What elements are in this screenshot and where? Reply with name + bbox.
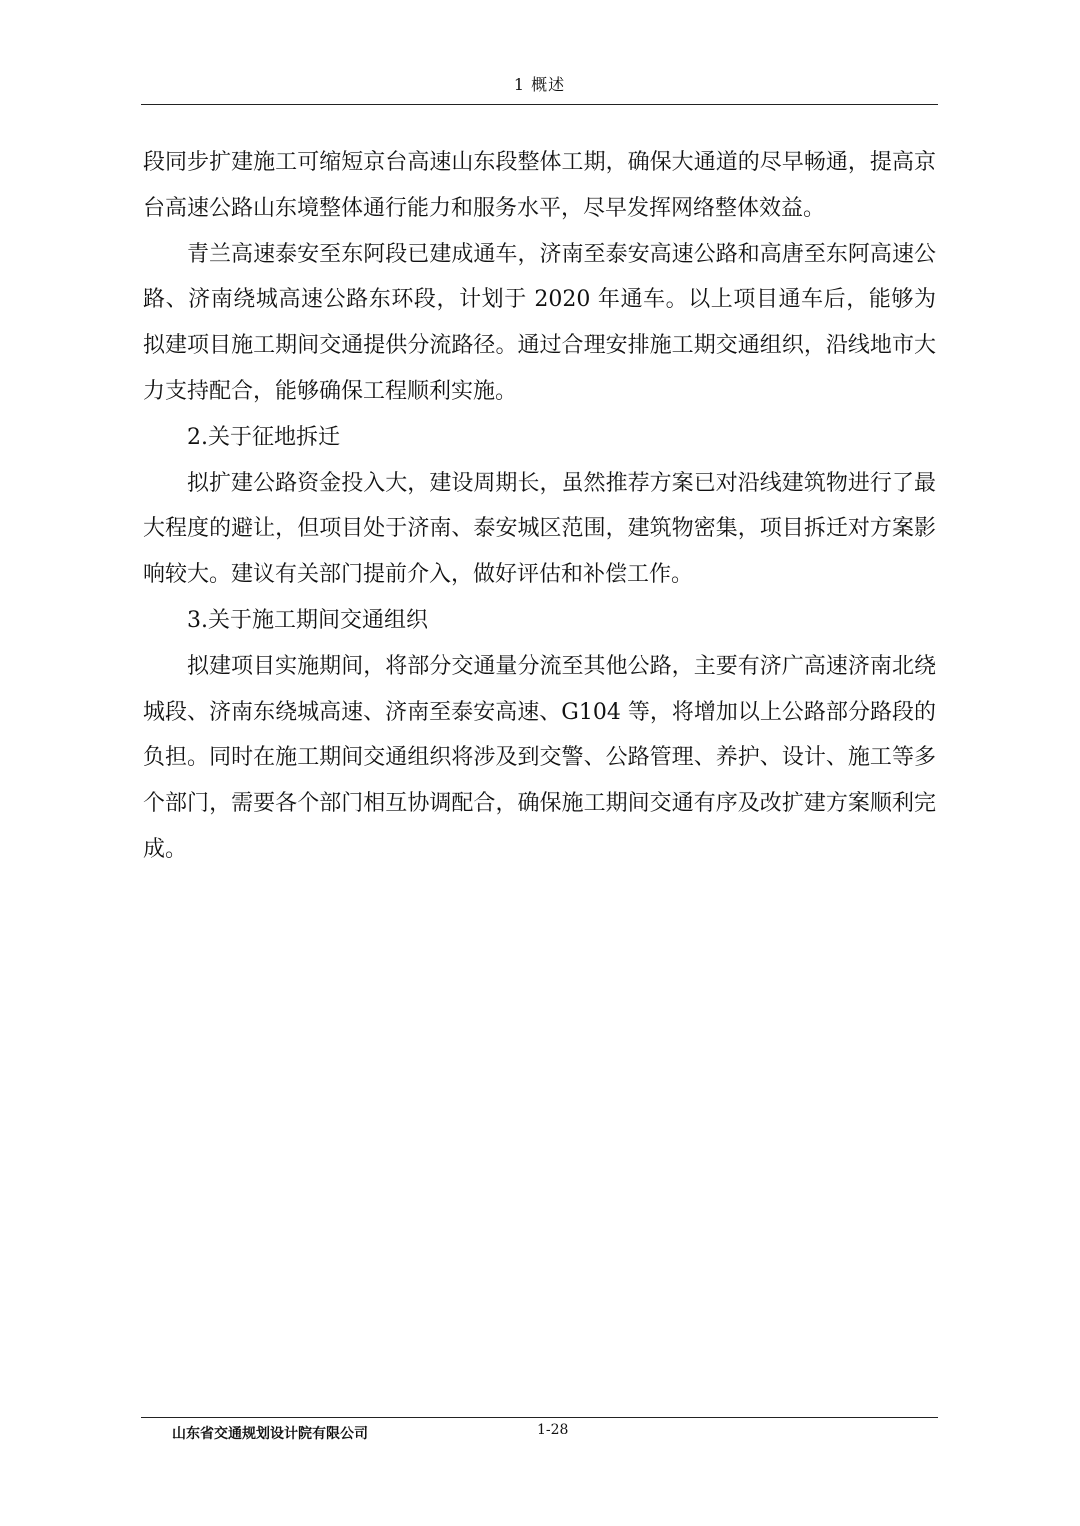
page-header: 1 概述: [513, 75, 566, 94]
page-number: 1-28: [537, 1422, 569, 1438]
paragraph-continuation: 段同步扩建施工可缩短京台高速山东段整体工期，确保大通道的尽早畅通，提高京台高速公路山东境整体通行能力和服务水平，尽早发挥网络整体效益。: [143, 150, 936, 221]
section-heading-traffic-organization: 3.关于施工期间交通组织: [187, 607, 428, 633]
footer-divider: [141, 1417, 938, 1418]
footer-company: 山东省交通规划设计院有限公司: [172, 1426, 368, 1442]
paragraph-land-acquisition: 拟扩建公路资金投入大，建设周期长，虽然推荐方案已对沿线建筑物进行了最大程度的避让，但项目处于济南、泰安城区范围，建筑物密集，项目拆迁对方案影响较大。建议有关部门提前介入，做好评估和补偿工作。: [143, 470, 936, 588]
document-body: [143, 140, 936, 873]
header-divider: [141, 104, 938, 105]
section-heading-land-acquisition: 2.关于征地拆迁: [187, 424, 340, 450]
paragraph-detour-routes: 青兰高速泰安至东阿段已建成通车，济南至泰安高速公路和高唐至东阿高速公路、济南绕城高速公路东环段，计划于 2020 年通车。以上项目通车后，能够为拟建项目施工期间交通提供分流路径。通过合理安排施工期交通组织，沿线地市大力支持配合，能够确保工程顺利实施。: [143, 241, 936, 404]
paragraph-traffic-organization: 拟建项目实施期间，将部分交通量分流至其他公路，主要有济广高速济南北绕城段、济南东绕城高速、济南至泰安高速、G104 等，将增加以上公路部分路段的负担。同时在施工期间交通组织将涉及到交警、公路管理、养护、设计、施工等多个部门，需要各个部门相互协调配合，确保施工期间交通有序及改扩建方案顺利完成。: [143, 653, 936, 862]
